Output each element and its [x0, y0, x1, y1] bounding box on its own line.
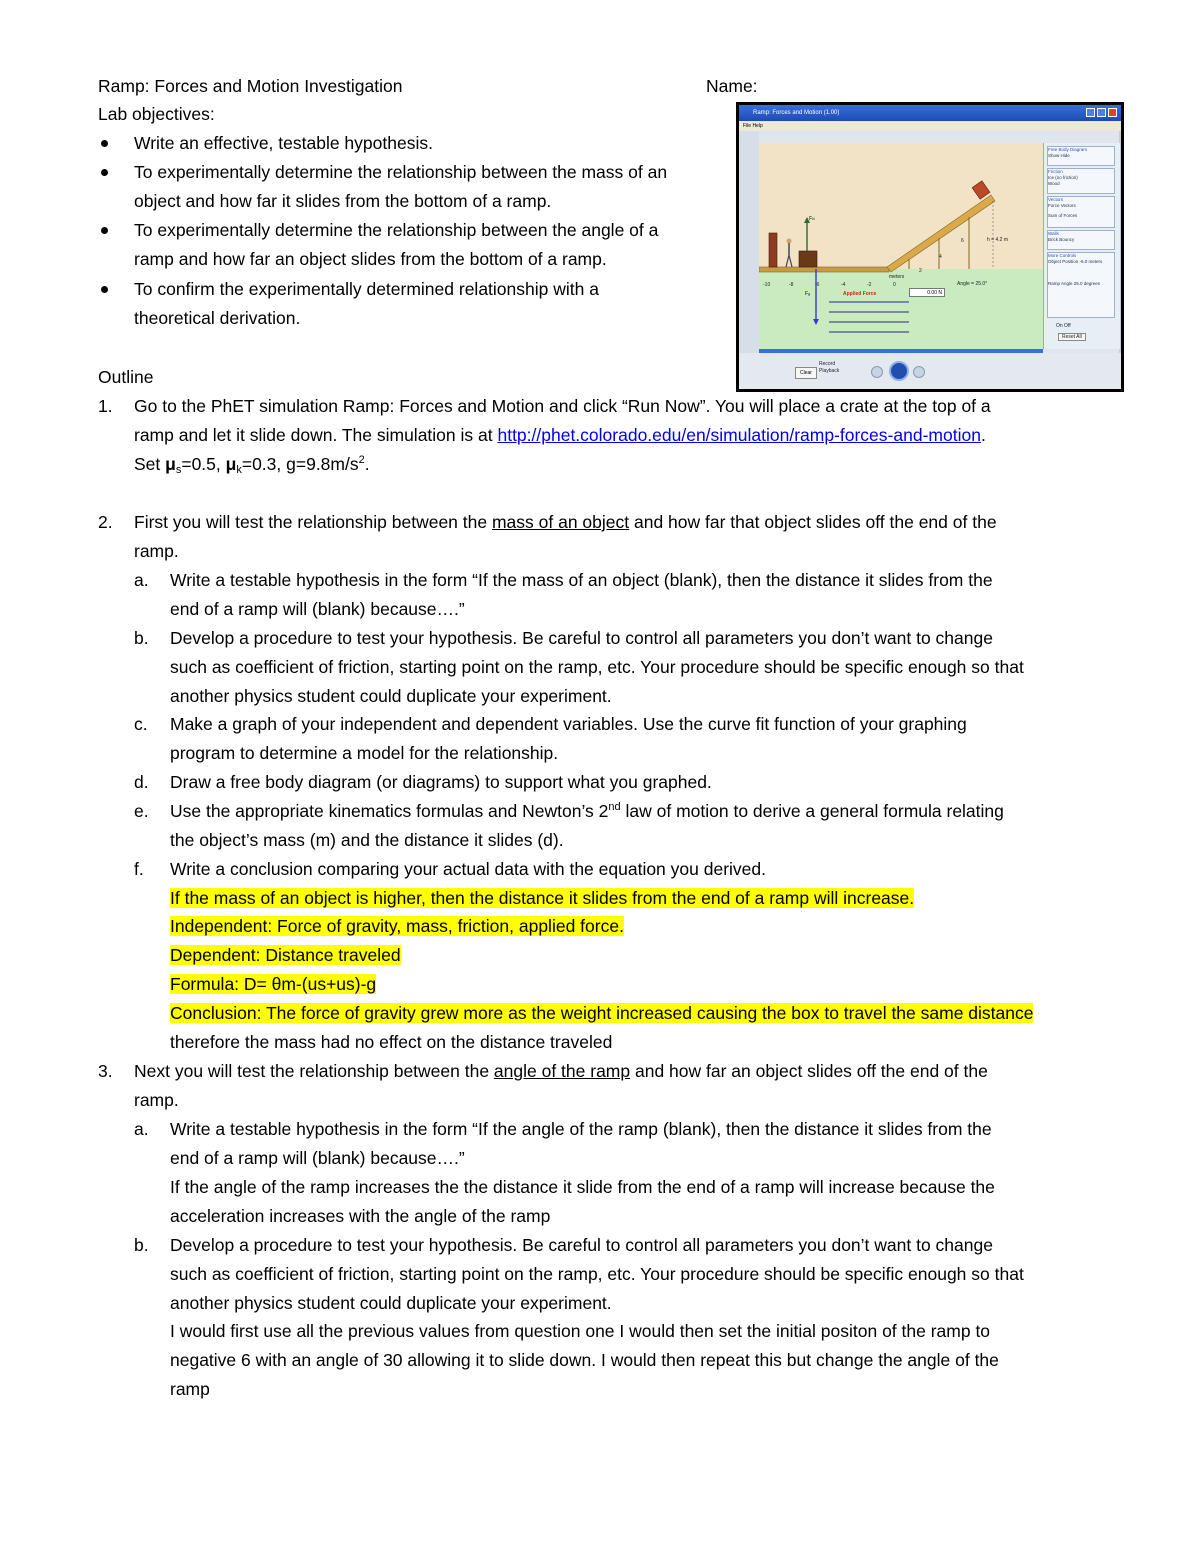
friction-title: Friction: [1048, 169, 1063, 174]
item-number: 3.: [98, 1061, 113, 1081]
item3a-answer-cont: acceleration increases with the angle of the ramp: [170, 1206, 551, 1226]
phet-simulation-link[interactable]: http://phet.colorado.edu/en/simulation/ramp-forces-and-motion: [497, 425, 981, 445]
item3b-answer: I would first use all the previous values from question one I would then set the initial positon of the ramp to: [170, 1321, 991, 1341]
item1-line2: ramp and let it slide down. The simulation is at http://phet.colorado.edu/en/simulation/ramp-forces-and-motion.: [134, 425, 986, 445]
axis-tick: -10: [763, 282, 771, 288]
sim-tabs: [759, 132, 946, 142]
left-strip: [739, 131, 759, 353]
item2-line1: First you will test the relationship between the mass of an object and how far that object slides off the end of the: [134, 512, 997, 532]
answer-formula: Formula: D= θm-(us+us)-g: [170, 974, 377, 994]
ramp-angle-row: Ramp Angle 25.0 degrees: [1048, 281, 1101, 286]
angle-label: Angle = 25.0°: [957, 281, 988, 287]
sub-label: e.: [134, 801, 149, 821]
name-label: Name:: [706, 76, 758, 96]
minimize-icon: [1086, 108, 1095, 117]
answer-independent: Independent: Force of gravity, mass, friction, applied force.: [170, 916, 624, 936]
item2b-line1: Develop a procedure to test your hypothesis. Be careful to control all parameters you don’t want to change: [170, 628, 993, 648]
fbd-title: Free Body Diagram: [1048, 147, 1088, 152]
fbd-box: [1047, 146, 1115, 166]
bullet-icon: [101, 169, 108, 176]
item2c-line2: program to determine a model for the relationship.: [170, 743, 559, 763]
axis-tick: 4: [939, 254, 942, 260]
vectors-title: Vectors: [1048, 197, 1064, 202]
walls-options: Brick Bouncy: [1048, 237, 1075, 242]
item2f-line1: Write a conclusion comparing your actual data with the equation you derived.: [170, 859, 766, 879]
item1-line1: Go to the PhET simulation Ramp: Forces and Motion and click “Run Now”. You will place a crate at the top of a: [134, 396, 991, 416]
objectives-heading: Lab objectives:: [98, 104, 215, 124]
sub-label: a.: [134, 1119, 149, 1139]
objective-item-cont: object and how far it slides from the bottom of a ramp.: [134, 191, 552, 211]
friction-option: Ice (no friction): [1048, 175, 1078, 180]
simulation-screenshot: [736, 102, 1124, 392]
record-playback-options: [819, 361, 839, 375]
rewind-icon: [871, 366, 883, 378]
item3b-line3: another physics student could duplicate your experiment.: [170, 1293, 612, 1313]
window-title: Ramp: Forces and Motion (1.00): [753, 110, 840, 116]
item2a-line1: Write a testable hypothesis in the form “If the mass of an object (blank), then the distance it slides from the: [170, 570, 993, 590]
item2e-line2: the object’s mass (m) and the distance it slides (d).: [170, 830, 564, 850]
item2e-line1: Use the appropriate kinematics formulas and Newton’s 2nd law of motion to derive a general formula relating: [170, 801, 1004, 821]
objective-item: To experimentally determine the relationship between the angle of a: [134, 220, 659, 240]
object-position-row: Object Position -6.0 meters: [1048, 259, 1103, 264]
gravity-force-label: Fg: [805, 291, 811, 297]
record-option: Record: [819, 361, 836, 367]
more-controls-box: [1047, 252, 1115, 318]
maximize-icon: [1097, 108, 1106, 117]
normal-force-label: FN: [809, 216, 815, 222]
document-title: Ramp: Forces and Motion Investigation: [98, 76, 403, 96]
vectors-option: Sum of Forces: [1048, 213, 1078, 218]
axis-tick: 2: [919, 268, 922, 274]
answer-conclusion-cont: therefore the mass had no effect on the distance traveled: [170, 1032, 613, 1052]
sound-options: On Off: [1056, 323, 1071, 329]
close-icon: [1108, 108, 1117, 117]
sub-label: b.: [134, 628, 149, 648]
ramp-scene-graphic: [759, 143, 1043, 349]
objective-item: Write an effective, testable hypothesis.: [134, 133, 433, 153]
bullet-icon: [101, 286, 108, 293]
height-label: h = 4.2 m: [987, 237, 1008, 243]
item3b-line2: such as coefficient of friction, starting point on the ramp, etc. Your procedure should be specific enough so that: [170, 1264, 1024, 1284]
bullet-icon: [101, 227, 108, 234]
axis-tick: 6: [961, 238, 964, 244]
answer-dependent: Dependent: Distance traveled: [170, 945, 401, 965]
friction-option: Wood: [1048, 181, 1060, 186]
outline-heading: Outline: [98, 367, 154, 387]
objective-item-cont: ramp and how far an object slides from the bottom of a ramp.: [134, 249, 607, 269]
item2-line2: ramp.: [134, 541, 179, 561]
answer-conclusion: Conclusion: The force of gravity grew more as the weight increased causing the box to travel the same distance: [170, 1003, 1034, 1023]
item2b-line3: another physics student could duplicate your experiment.: [170, 686, 612, 706]
playback-bar: [739, 353, 1121, 392]
axis-tick: -2: [867, 282, 872, 288]
applied-force-input: 0.00 N: [909, 288, 945, 297]
walls-box: [1047, 230, 1115, 250]
reset-all-button: Reset All: [1058, 333, 1086, 341]
sub-label: d.: [134, 772, 149, 792]
item3a-line2: end of a ramp will (blank) because….”: [170, 1148, 465, 1168]
item3a-line1: Write a testable hypothesis in the form “If the angle of the ramp (blank), then the distance it slides from the: [170, 1119, 992, 1139]
vectors-option: Force Vectors: [1048, 203, 1076, 208]
sub-label: c.: [134, 714, 148, 734]
play-icon: [889, 361, 909, 381]
item3b-line1: Develop a procedure to test your hypothesis. Be careful to control all parameters you don’t want to change: [170, 1235, 993, 1255]
walls-title: Walls: [1048, 231, 1059, 236]
answer-hypothesis: If the mass of an object is higher, then the distance it slides from the end of a ramp will increase.: [170, 888, 915, 908]
objective-item-cont: theoretical derivation.: [134, 308, 301, 328]
step-icon: [913, 366, 925, 378]
menu-bar: File Help: [739, 121, 1121, 131]
friction-box: [1047, 168, 1115, 194]
axis-tick: -4: [841, 282, 846, 288]
objective-item: To confirm the experimentally determined relationship with a: [134, 279, 599, 299]
axis-tick: -8: [789, 282, 794, 288]
applied-force-label: Applied Force: [843, 291, 877, 297]
window-titlebar: [739, 105, 1121, 121]
more-controls-title: More Controls: [1048, 253, 1077, 258]
item3a-answer: If the angle of the ramp increases the the distance it slide from the end of a ramp will increase because the: [170, 1177, 995, 1197]
item2a-line2: end of a ramp will (blank) because….”: [170, 599, 465, 619]
axis-tick: -6: [815, 282, 820, 288]
item3-line2: ramp.: [134, 1090, 179, 1110]
vectors-box: [1047, 196, 1115, 228]
sub-label: a.: [134, 570, 149, 590]
control-panel: [1043, 143, 1120, 349]
item2b-line2: such as coefficient of friction, starting point on the ramp, etc. Your procedure should be specific enough so that: [170, 657, 1024, 677]
objective-item: To experimentally determine the relationship between the mass of an: [134, 162, 668, 182]
item3-line1: Next you will test the relationship between the angle of the ramp and how far an object slides off the end of the: [134, 1061, 988, 1081]
item3b-answer-cont: negative 6 with an angle of 30 allowing it to slide down. I would then repeat this but change the angle of the: [170, 1350, 999, 1370]
item2d-line1: Draw a free body diagram (or diagrams) to support what you graphed.: [170, 772, 712, 792]
playback-option: Playback: [819, 368, 840, 374]
item2c-line1: Make a graph of your independent and dependent variables. Use the curve fit function of your graphing: [170, 714, 967, 734]
item-number: 1.: [98, 396, 113, 416]
item1-parameters: Set $\mu_s=0.5$, $\mu_k=0.3$, $g=9.8m/s^2$.: [134, 454, 370, 476]
axis-tick: 0: [893, 282, 896, 288]
sub-label: b.: [134, 1235, 149, 1255]
fbd-options: Show Hide: [1048, 153, 1070, 158]
meters-label: meters: [889, 274, 905, 280]
item-number: 2.: [98, 512, 113, 532]
clear-button: Clear: [795, 367, 817, 379]
sub-label: f.: [134, 859, 144, 879]
item3b-answer-end: ramp: [170, 1379, 210, 1399]
bullet-icon: [101, 140, 108, 147]
